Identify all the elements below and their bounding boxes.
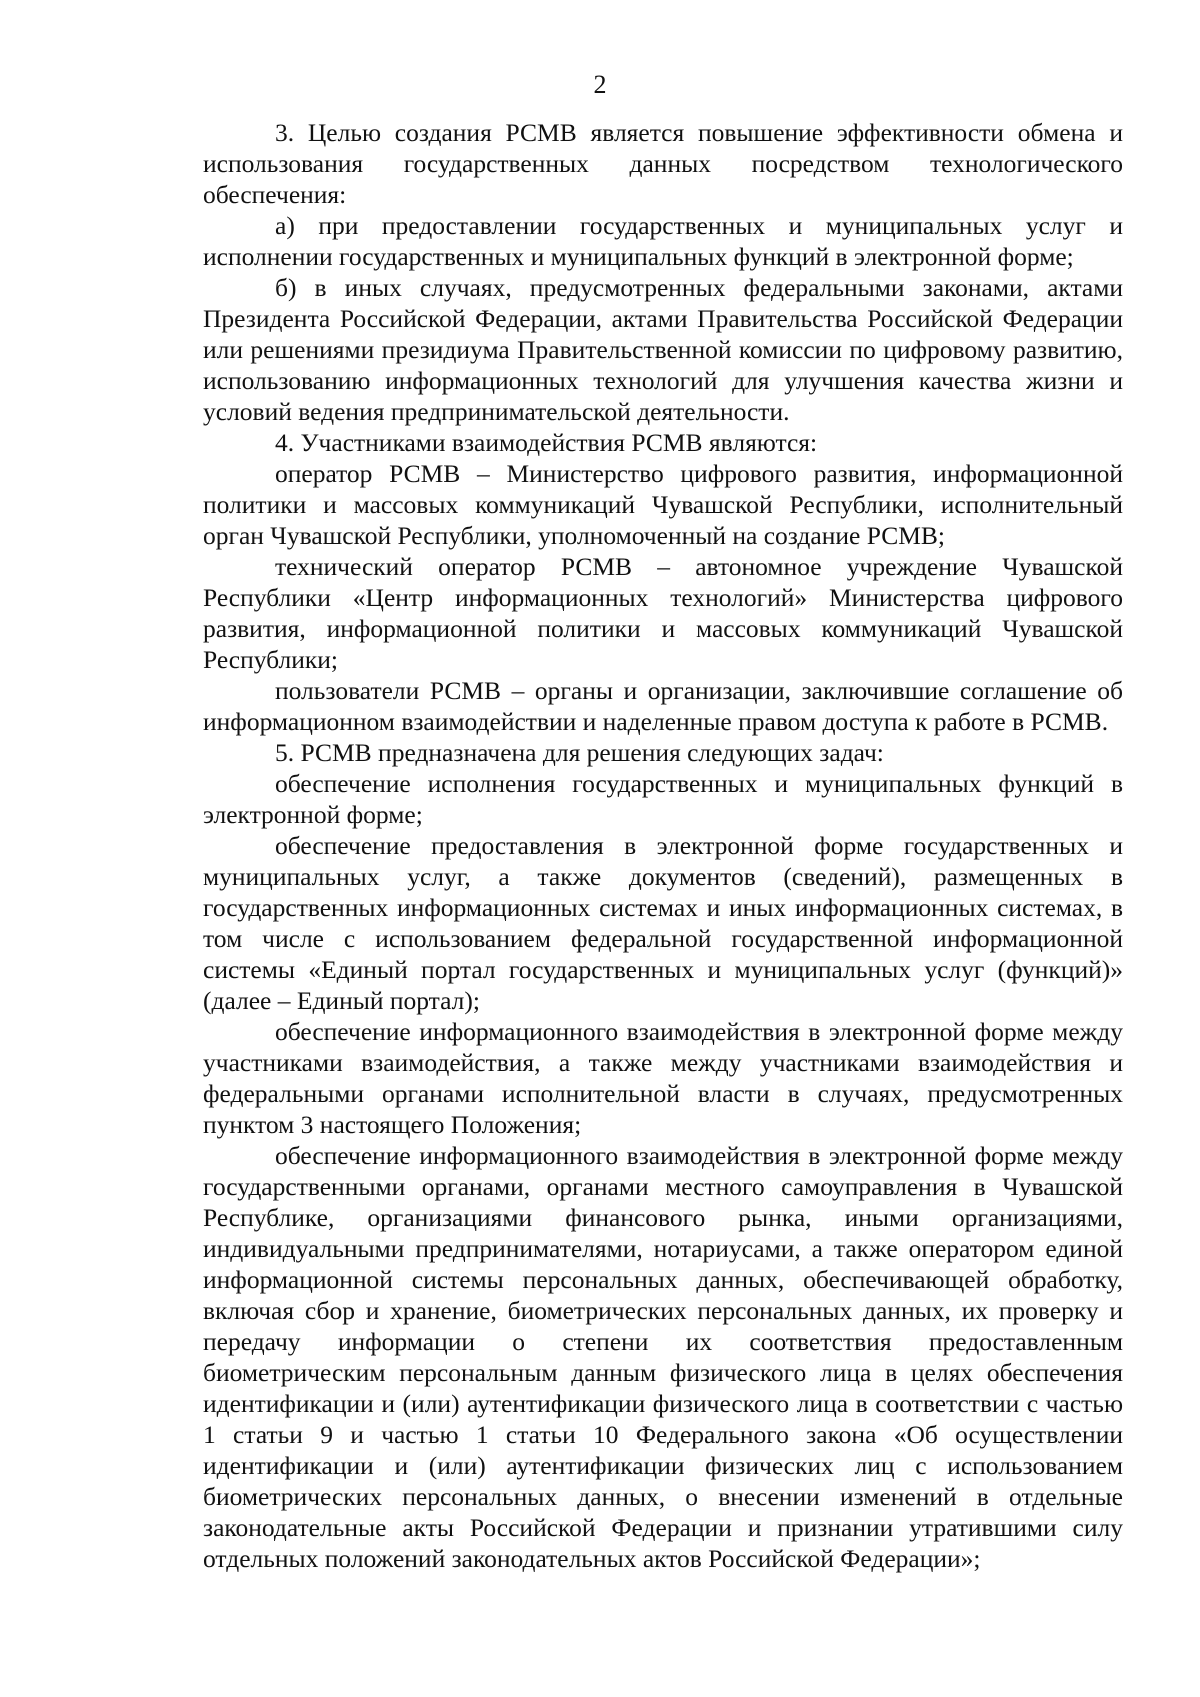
paragraph-users: пользователи РСМВ – органы и организации, заключившие соглашение об информационном взаимодействии и наделенные правом доступа к работе в РСМВ. (203, 676, 1123, 736)
paragraph-technical-operator: технический оператор РСМВ – автономное учреждение Чувашской Республики «Центр информационных технологий» Министерства цифрового развития, информационной политики и массовых коммуникаций Чувашской Республики; (203, 552, 1123, 674)
paragraph-3a: а) при предоставлении государственных и муниципальных услуг и исполнении государственных и муниципальных функций в электронной форме; (203, 211, 1123, 271)
paragraph-task-services: обеспечение предоставления в электронной форме государственных и муниципальных услуг, а также документов (сведений), размещенных в государственных информационных системах и иных информационных системах, в том числе с использованием федеральной государственной информационной системы «Единый портал государственных и муниципальных услуг (функций)» (далее – Единый портал); (203, 831, 1123, 1015)
paragraph-operator: оператор РСМВ – Министерство цифрового развития, информационной политики и массовых коммуникаций Чувашской Республики, исполнительный орган Чувашской Республики, уполномоченный на создание РСМВ; (203, 459, 1123, 550)
paragraph-task-interaction: обеспечение информационного взаимодействия в электронной форме между участниками взаимодействия, а также между участниками взаимодействия и федеральными органами исполнительной власти в случаях, предусмотренных пунктом 3 настоящего Положения; (203, 1017, 1123, 1139)
paragraph-5-tasks: 5. РСМВ предназначена для решения следующих задач: (275, 738, 884, 767)
paragraph-task-biometrics: обеспечение информационного взаимодействия в электронной форме между государственными органами, органами местного самоуправления в Чувашской Республике, организациями финансового рынка, иными организациями, индивидуальными предпринимателями, нотариусами, а также оператором единой информационной системы персональных данных, обеспечивающей обработку, включая сбор и хранение, биометрических персональных данных, их проверку и передачу информации о степени их соответствия предоставленным биометрическим персональным данным физического лица в целях обеспечения идентификации и (или) аутентификации физического лица в соответствии с частью 1 статьи 9 и частью 1 статьи 10 Федерального закона «Об осуществлении идентификации и (или) аутентификации физических лиц с использованием биометрических персональных данных, о внесении изменений в отдельные законодательные акты Российской Федерации и признании утратившими силу отдельных положений законодательных актов Российской Федерации»; (203, 1141, 1123, 1573)
document-body (203, 117, 1123, 1574)
paragraph-3b: б) в иных случаях, предусмотренных федеральными законами, актами Президента Российской Федерации, актами Правительства Российской Федерации или решениями президиума Правительственной комиссии по цифровому развитию, использованию информационных технологий для улучшения качества жизни и условий ведения предпринимательской деятельности. (203, 273, 1123, 426)
page-number: 2 (593, 70, 607, 99)
paragraph-task-functions: обеспечение исполнения государственных и муниципальных функций в электронной форме; (203, 769, 1123, 829)
paragraph-4-participants: 4. Участниками взаимодействия РСМВ являются: (275, 428, 818, 457)
paragraph-3-goal: 3. Целью создания РСМВ является повышение эффективности обмена и использования государственных данных посредством технологического обеспечения: (203, 118, 1123, 209)
